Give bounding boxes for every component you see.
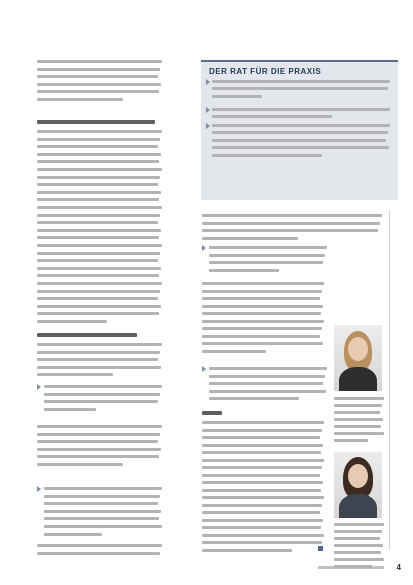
text-line: [202, 214, 382, 217]
text-line: [202, 305, 323, 308]
text-line: [37, 83, 161, 86]
text-line: [212, 124, 390, 127]
text-line: [202, 335, 320, 338]
text-line: [37, 90, 159, 93]
text-line: [202, 297, 320, 300]
text-line: [37, 366, 161, 369]
text-line: [334, 565, 372, 568]
text-line: [202, 421, 324, 424]
text-line: [37, 252, 160, 255]
text-line: [44, 400, 158, 403]
text-line: [202, 541, 322, 544]
text-line: [37, 267, 161, 270]
text-line: [37, 236, 159, 239]
bullet-arrow-icon: [202, 366, 206, 372]
text-line: [202, 350, 266, 353]
text-line: [202, 511, 320, 514]
text-line: [44, 408, 96, 411]
text-line: [212, 87, 388, 90]
text-line: [212, 139, 386, 142]
text-line: [37, 358, 158, 361]
text-line: [202, 519, 323, 522]
text-line: [334, 558, 384, 561]
text-line: [209, 261, 323, 264]
text-line: [209, 390, 326, 393]
text-line: [37, 75, 158, 78]
text-line: [37, 455, 159, 458]
text-line: [334, 439, 368, 442]
text-line: [202, 474, 320, 477]
text-line: [202, 222, 380, 225]
text-line: [209, 269, 279, 272]
text-line: [209, 375, 325, 378]
text-line: [37, 463, 123, 466]
text-line: [37, 183, 158, 186]
text-line: [334, 544, 383, 547]
text-line: [37, 229, 161, 232]
text-line: [44, 525, 162, 528]
text-line: [209, 254, 325, 257]
text-line: [334, 397, 384, 400]
text-line: [202, 504, 322, 507]
text-line: [202, 459, 324, 462]
text-line: [202, 327, 322, 330]
text-line: [37, 448, 161, 451]
text-line: [334, 537, 380, 540]
text-line: [44, 517, 159, 520]
text-line: [202, 444, 323, 447]
bullet-arrow-icon: [206, 107, 210, 113]
text-line: [202, 312, 321, 315]
text-line: [37, 297, 158, 300]
subheading-line: [202, 411, 222, 415]
text-line: [37, 198, 159, 201]
text-line: [37, 60, 162, 63]
text-line: [334, 523, 384, 526]
text-line: [202, 534, 324, 537]
text-line: [209, 382, 323, 385]
text-line: [44, 533, 102, 536]
text-line: [44, 502, 158, 505]
text-line: [334, 530, 382, 533]
subheading-line: [37, 120, 155, 124]
text-line: [37, 98, 123, 101]
bullet-arrow-icon: [37, 384, 41, 390]
text-line: [37, 343, 162, 346]
bullet-arrow-icon: [206, 79, 210, 85]
text-line: [334, 418, 383, 421]
text-line: [37, 290, 160, 293]
text-line: [37, 373, 113, 376]
bullet-arrow-icon: [37, 486, 41, 492]
text-line: [212, 95, 262, 98]
text-line: [37, 244, 162, 247]
text-line: [202, 342, 323, 345]
text-line: [44, 487, 162, 490]
text-line: [37, 160, 159, 163]
text-line: [202, 436, 320, 439]
text-line: [209, 246, 327, 249]
text-line: [37, 221, 158, 224]
text-line: [37, 305, 161, 308]
text-line: [37, 312, 159, 315]
text-line: [202, 526, 321, 529]
bullet-arrow-icon: [206, 123, 210, 129]
text-line: [37, 440, 158, 443]
text-line: [37, 320, 107, 323]
author-photo-2: [334, 452, 382, 518]
text-line: [212, 154, 322, 157]
text-line: [212, 131, 388, 134]
end-of-article-icon: [318, 546, 323, 551]
text-line: [202, 229, 378, 232]
text-line: [202, 429, 322, 432]
text-line: [202, 451, 321, 454]
practice-advice-title: DER RAT FÜR DIE PRAXIS: [209, 67, 322, 76]
text-line: [334, 411, 380, 414]
column-divider: [389, 210, 390, 550]
text-line: [202, 549, 292, 552]
text-line: [37, 176, 160, 179]
text-line: [202, 290, 322, 293]
text-line: [37, 274, 159, 277]
text-line: [334, 432, 384, 435]
text-line: [202, 496, 324, 499]
text-line: [334, 404, 382, 407]
author-photo-1: [334, 325, 382, 391]
text-line: [37, 214, 160, 217]
text-line: [212, 108, 390, 111]
text-line: [202, 282, 324, 285]
text-line: [37, 191, 161, 194]
text-line: [37, 68, 160, 71]
text-line: [37, 282, 162, 285]
text-line: [37, 206, 162, 209]
text-line: [37, 433, 160, 436]
text-line: [37, 168, 162, 171]
text-line: [209, 367, 327, 370]
subheading-line: [37, 333, 137, 337]
text-line: [202, 237, 298, 240]
text-line: [209, 397, 299, 400]
text-line: [37, 425, 162, 428]
text-line: [37, 153, 161, 156]
text-line: [202, 481, 323, 484]
text-line: [44, 385, 162, 388]
text-line: [334, 551, 381, 554]
text-line: [202, 466, 322, 469]
text-line: [334, 425, 381, 428]
text-line: [44, 393, 160, 396]
text-line: [202, 320, 324, 323]
text-line: [37, 544, 162, 547]
text-line: [212, 115, 332, 118]
bullet-arrow-icon: [202, 245, 206, 251]
page-number: 4: [396, 563, 401, 572]
text-line: [37, 351, 160, 354]
text-line: [37, 552, 160, 555]
text-line: [37, 130, 162, 133]
text-line: [37, 259, 158, 262]
text-line: [202, 489, 321, 492]
text-line: [212, 80, 390, 83]
text-line: [44, 510, 161, 513]
text-line: [37, 145, 158, 148]
text-line: [212, 146, 389, 149]
text-line: [37, 138, 160, 141]
text-line: [44, 495, 160, 498]
